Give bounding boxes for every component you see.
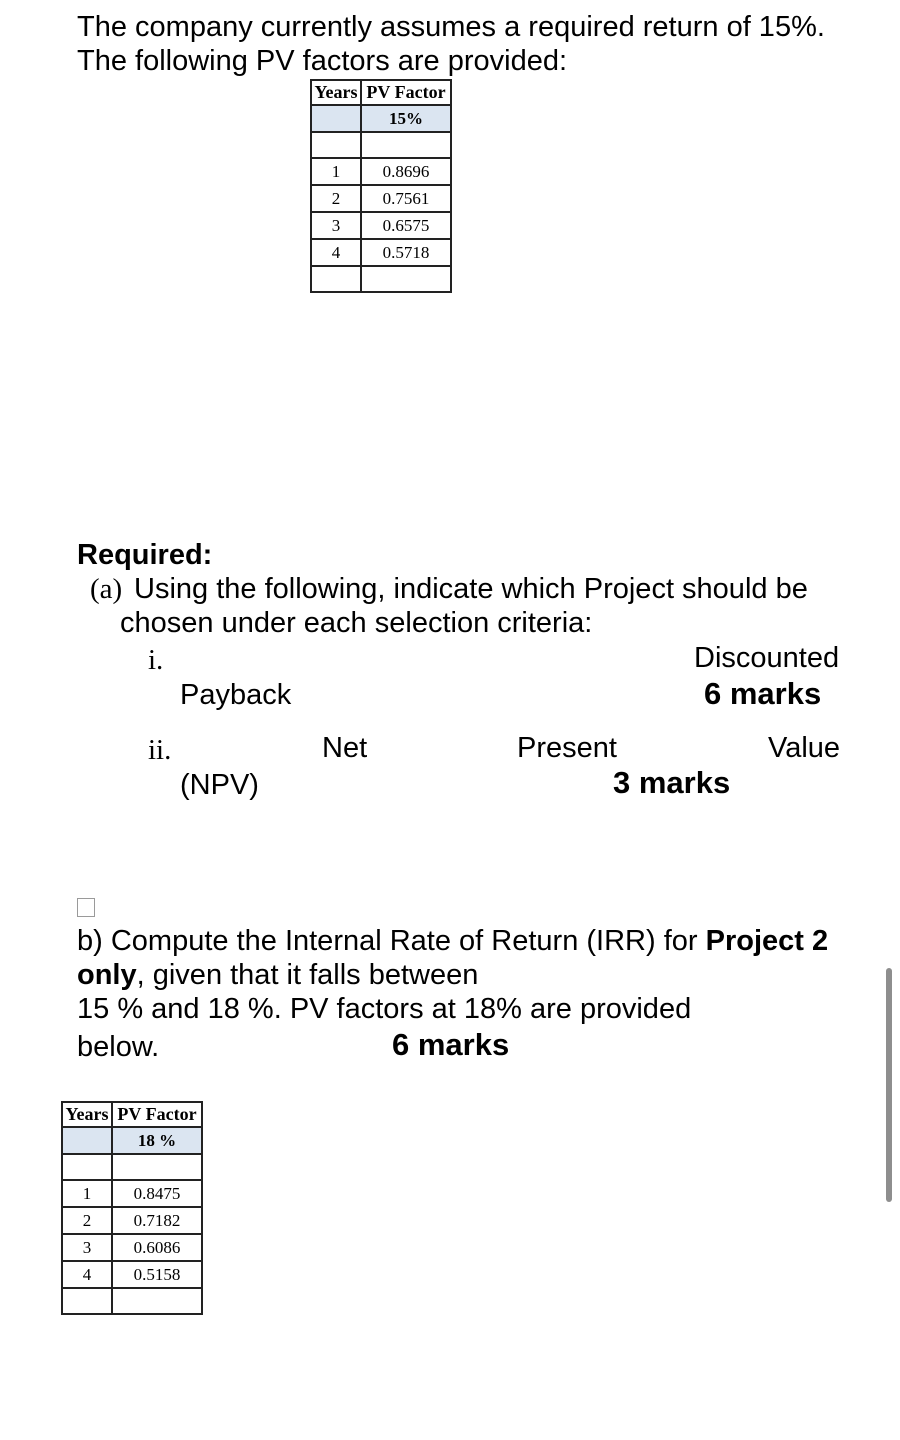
year-cell: 2 (311, 185, 361, 212)
factor-cell: 0.7182 (112, 1207, 202, 1234)
table-header-years: Years (62, 1102, 112, 1127)
table-header-pv-factor: PV Factor (361, 80, 451, 105)
part-a-line-2: chosen under each selection criteria: (120, 607, 593, 639)
factor-cell: 0.6575 (361, 212, 451, 239)
factor-cell: 0.5718 (361, 239, 451, 266)
year-cell: 4 (311, 239, 361, 266)
part-b-only: only (77, 959, 137, 991)
factor-cell: 0.8475 (112, 1180, 202, 1207)
intro-line-2: The following PV factors are provided: (77, 45, 568, 77)
table-row (62, 1234, 202, 1261)
item-ii-word-npv: (NPV) (180, 769, 259, 801)
checkbox[interactable] (77, 898, 95, 917)
table-row (311, 212, 451, 239)
item-i-word-payback: Payback (180, 679, 292, 711)
item-i-marks: 6 marks (704, 676, 822, 711)
table-rate-label: 15% (361, 105, 451, 132)
item-ii-word-present: Present (517, 732, 617, 764)
table-row (311, 185, 451, 212)
table-blank-cell (361, 132, 451, 158)
table-row (311, 239, 451, 266)
scrollbar[interactable] (886, 968, 892, 1202)
year-cell: 3 (62, 1234, 112, 1261)
table-row (62, 1261, 202, 1288)
pv-factor-table-18 (61, 1101, 203, 1315)
part-b-line-1-text: b) Compute the Internal Rate of Return (IRR) for (77, 925, 706, 957)
year-cell: 1 (62, 1180, 112, 1207)
year-cell: 4 (62, 1261, 112, 1288)
part-b-line-1 (77, 924, 828, 958)
factor-cell: 0.7561 (361, 185, 451, 212)
part-b-line-4: below. (77, 1031, 160, 1063)
part-b-line-2-text: , given that it falls between (136, 959, 479, 991)
table-header-years: Years (311, 80, 361, 105)
factor-cell: 0.5158 (112, 1261, 202, 1288)
intro-line-1: The company currently assumes a required return of 15%. (77, 11, 825, 43)
item-i-label: i. (148, 644, 164, 676)
table-blank-cell (62, 1154, 112, 1180)
table-header-pv-factor: PV Factor (112, 1102, 202, 1127)
table-blank-cell (62, 1288, 112, 1314)
table-blank-cell (311, 266, 361, 292)
part-a-line-1: Using the following, indicate which Project should be (134, 573, 808, 605)
pv-factor-table-15 (310, 79, 452, 293)
item-ii-word-value: Value (768, 732, 841, 764)
table-blank-cell (112, 1154, 202, 1180)
part-b-line-3: 15 % and 18 %. PV factors at 18% are provided (77, 993, 692, 1025)
year-cell: 3 (311, 212, 361, 239)
table-blank-cell (361, 266, 451, 292)
part-b-line-2 (77, 958, 478, 992)
table-row (62, 1180, 202, 1207)
item-i-word-discounted: Discounted (694, 642, 840, 674)
table-rate-empty (311, 105, 361, 132)
table-rate-empty (62, 1127, 112, 1154)
factor-cell: 0.6086 (112, 1234, 202, 1261)
item-ii-marks: 3 marks (613, 765, 731, 800)
year-cell: 1 (311, 158, 361, 185)
year-cell: 2 (62, 1207, 112, 1234)
required-heading: Required: (77, 539, 213, 571)
table-blank-cell (311, 132, 361, 158)
table-blank-cell (112, 1288, 202, 1314)
item-ii-label: ii. (148, 734, 172, 766)
item-ii-word-net: Net (322, 732, 368, 764)
factor-cell: 0.8696 (361, 158, 451, 185)
table-rate-label: 18 % (112, 1127, 202, 1154)
part-b-marks: 6 marks (392, 1027, 510, 1062)
part-a-label: (a) (90, 573, 123, 605)
table-row (62, 1207, 202, 1234)
part-b-project-2: Project 2 (705, 925, 829, 957)
table-row (311, 158, 451, 185)
